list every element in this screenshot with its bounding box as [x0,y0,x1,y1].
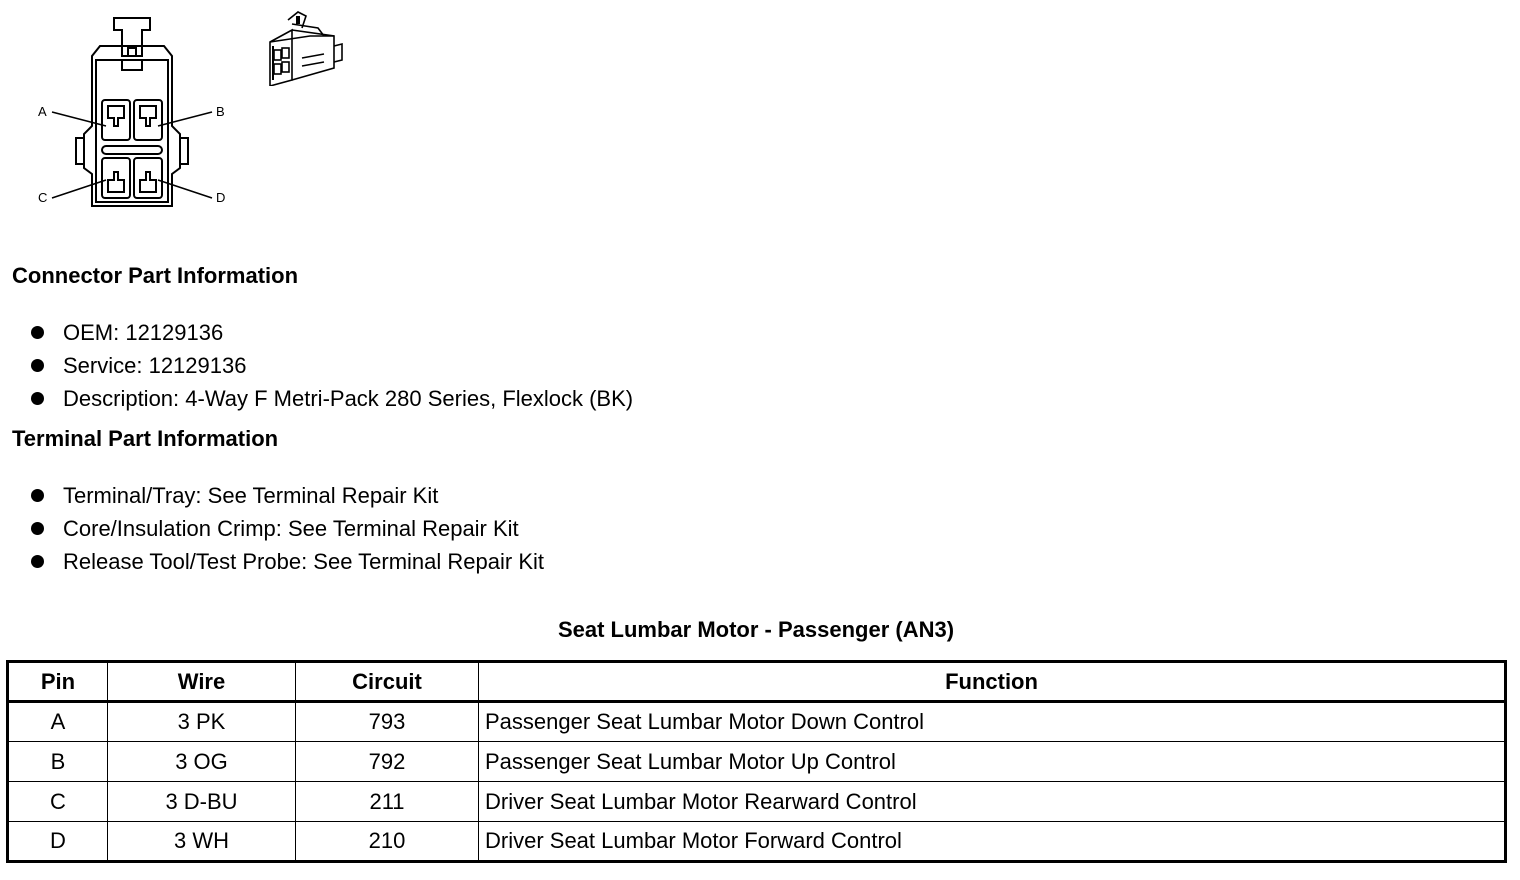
cell-function: Driver Seat Lumbar Motor Rearward Control [479,782,1506,822]
list-item: Service: 12129136 [30,349,633,382]
terminal-info-list [30,479,544,578]
terminal-info-heading: Terminal Part Information [12,426,279,451]
list-item: OEM: 12129136 [30,316,633,349]
connector-face-diagram [30,8,240,218]
table-row [8,822,1506,862]
header-pin: Pin [8,662,108,702]
header-circuit: Circuit [296,662,479,702]
cell-function: Passenger Seat Lumbar Motor Down Control [479,702,1506,742]
header-function: Function [479,662,1506,702]
bullet-icon [31,555,44,568]
cell-wire: 3 WH [108,822,296,862]
table-row [8,742,1506,782]
bullet-icon [31,359,44,372]
pin-label-c: C [38,190,48,205]
table-title: Seat Lumbar Motor - Passenger (AN3) [557,617,955,642]
connector-isometric-icon [262,6,348,86]
cell-function: Passenger Seat Lumbar Motor Up Control [479,742,1506,782]
table-header-row [8,662,1506,702]
cell-circuit: 211 [296,782,479,822]
pin-label-a: A [38,104,47,119]
pin-label-d: D [216,190,226,205]
table-row [8,782,1506,822]
cell-pin: A [8,702,108,742]
cell-wire: 3 PK [108,702,296,742]
bullet-icon [31,392,44,405]
list-item: Terminal/Tray: See Terminal Repair Kit [30,479,544,512]
cell-circuit: 792 [296,742,479,782]
list-item: Core/Insulation Crimp: See Terminal Repair Kit [30,512,544,545]
cell-pin: C [8,782,108,822]
cell-wire: 3 OG [108,742,296,782]
cell-pin: D [8,822,108,862]
bullet-icon [31,326,44,339]
cell-wire: 3 D-BU [108,782,296,822]
table-row [8,702,1506,742]
pinout-table [6,660,1507,863]
cell-function: Driver Seat Lumbar Motor Forward Control [479,822,1506,862]
cell-pin: B [8,742,108,782]
bullet-icon [31,522,44,535]
header-wire: Wire [108,662,296,702]
cell-circuit: 210 [296,822,479,862]
list-item: Release Tool/Test Probe: See Terminal Repair Kit [30,545,544,578]
cell-circuit: 793 [296,702,479,742]
list-item: Description: 4-Way F Metri-Pack 280 Series, Flexlock (BK) [30,382,633,415]
connector-info-heading: Connector Part Information [12,263,299,288]
connector-info-list [30,316,633,415]
pin-label-b: B [216,104,225,119]
bullet-icon [31,489,44,502]
